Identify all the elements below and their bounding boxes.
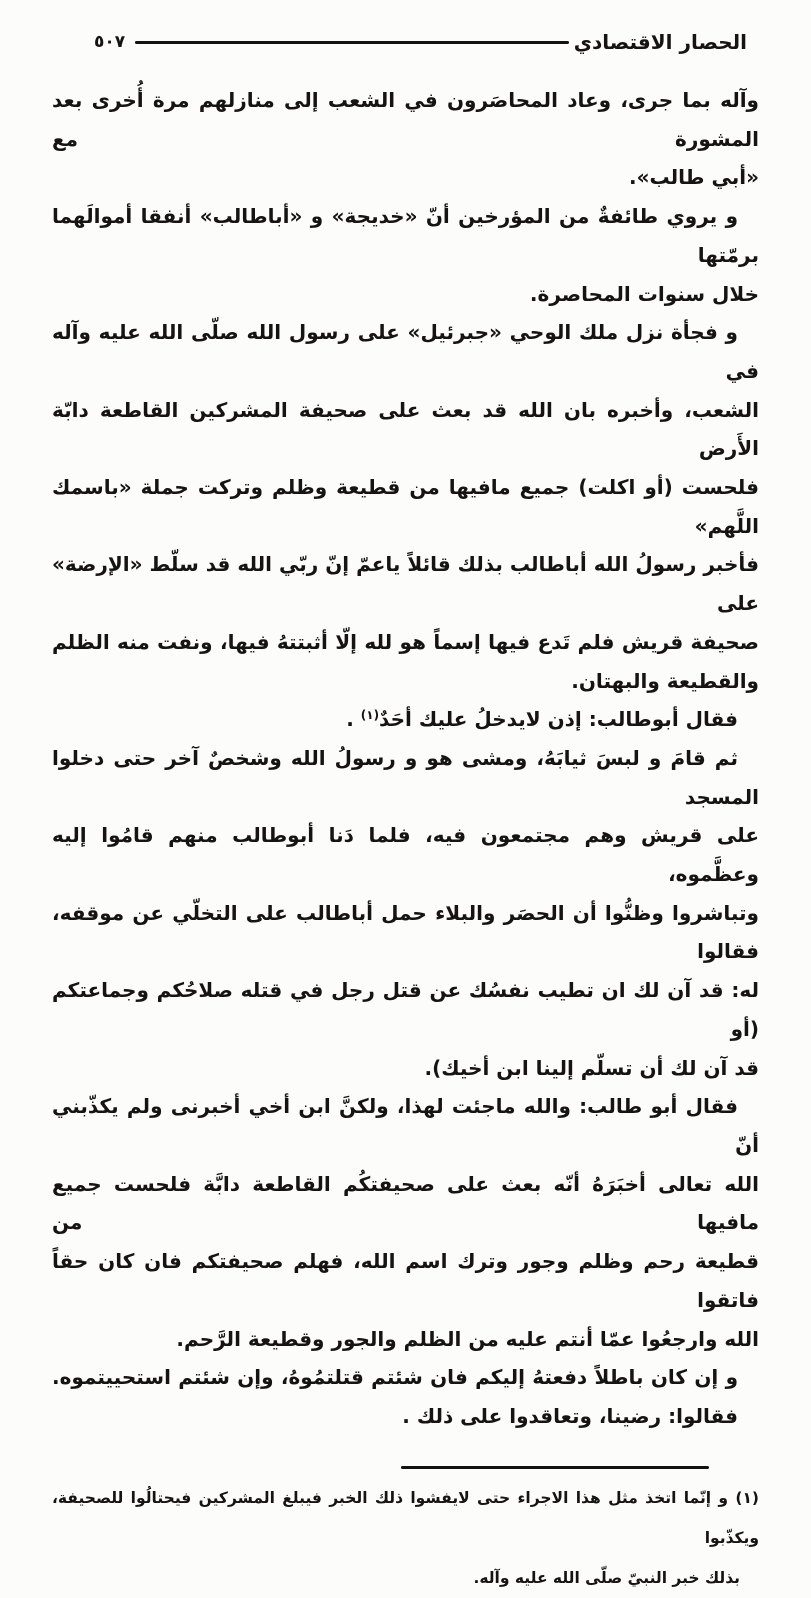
body-line: قد آن لك أن تسلّم إلينا ابن أخيك). [424, 1055, 759, 1080]
footnote-line: (١) و إنّما اتخذ مثل هذا الاجراء حتى لايفشوا ذلك الخبر فيبلغ المشركين فيحتالُوا للصحيفة، ويكذّبوا [52, 1488, 759, 1547]
body-line: ثم قامَ و لبسَ ثيابَهُ، ومشى هو و رسولُ الله وشخصٌ آخر حتى دخلوا المسجد [52, 745, 759, 809]
body-line: فقال أبوطالب: إذن لايدخلُ عليك أحَدٌ$^{(١)}$ . [346, 707, 738, 732]
footnote [0, 1478, 811, 1598]
body-line: «أبي طالب». [628, 165, 759, 190]
book-page [0, 28, 811, 1587]
footnote-line: بذلك خبر النبيّ صلّى الله عليه وآله. [473, 1568, 740, 1587]
page-number: ٥٠٧ [94, 32, 126, 52]
body-line: و يروي طائفةٌ من المؤرخين أنّ «خديجة» و «أباطالب» أنفقا أموالَهما برمّتها [52, 204, 759, 267]
body-line: والقطيعة والبهتان. [571, 668, 759, 693]
body-line: فقال أبو طالب: والله ماجئت لهذا، ولكنَّ ابن أخي أخبرنى ولم يكذّبني أنّ [52, 1094, 759, 1157]
body-line: الله وارجعُوا عمّا أنتم عليه من الظلم والجور وقطيعة الرَّحم. [176, 1326, 759, 1351]
body-line: على قريش وهم مجتمعون فيه، فلما دَنا أبوطالب منهم قامُوا إليه وعظَّموه، [52, 823, 759, 887]
body-line: فلحست (أو اكلت) جميع مافيها من قطيعة وظلم وتركت جملة «باسمك اللَّهم» [52, 475, 759, 538]
header-rule [135, 41, 569, 44]
body-line: فقالوا: رضينا، وتعاقدوا على ذلك . [402, 1403, 738, 1428]
body-line: الله تعالى أخبَرَهُ أنّه بعث على صحيفتكُم القاطعة دابَّة فلحست جميع مافيها من [52, 1171, 759, 1235]
page-header [0, 28, 811, 56]
body-text [0, 81, 811, 1436]
body-line: الشعب، وأخبره بان الله قد بعث على صحيفة المشركين القاطعة دابّة الأَرض [52, 397, 759, 461]
body-line: صحيفة قريش فلم تَدع فيها إسماً هو لله إلّا أثبتتهُ فيها، ونفت منه الظلم [52, 629, 759, 654]
body-line: له: قد آن لك ان تطيب نفسُك عن قتل رجل في قتله صلاحُكم وجماعتكم (أو [52, 978, 759, 1041]
body-line: خلال سنوات المحاصرة. [529, 281, 759, 306]
page-title: الحصار الاقتصادي [573, 30, 747, 54]
body-line: وآله بما جرى، وعاد المحاصَرون في الشعب إلى منازلهم مرة أُخرى بعد المشورة مع [52, 88, 759, 151]
footnote-separator [401, 1466, 709, 1469]
footnote-ref: (١) [360, 708, 380, 723]
body-line: و إن كان باطلاً دفعتهُ إليكم فان شئتم قتلتمُوهُ، وإن شئتم استحييتموه. [52, 1365, 738, 1390]
body-line: قطيعة رحم وظلم وجور وترك اسم الله، فهلم صحيفتكم فان كان حقاً فاتقوا [52, 1249, 759, 1312]
body-line: و فجأة نزل ملك الوحي «جبرئيل» على رسول الله صلّى الله عليه وآله في [52, 320, 759, 383]
body-line: فأخبر رسولُ الله أباطالب بذلك قائلاً ياعمّ إنّ ربّي الله قد سلّط «الإرضة» على [52, 552, 759, 616]
body-line: وتباشروا وظنُّوا أن الحصَر والبلاء حمل أباطالب على التخلّي عن موقفه، فقالوا [52, 900, 759, 964]
